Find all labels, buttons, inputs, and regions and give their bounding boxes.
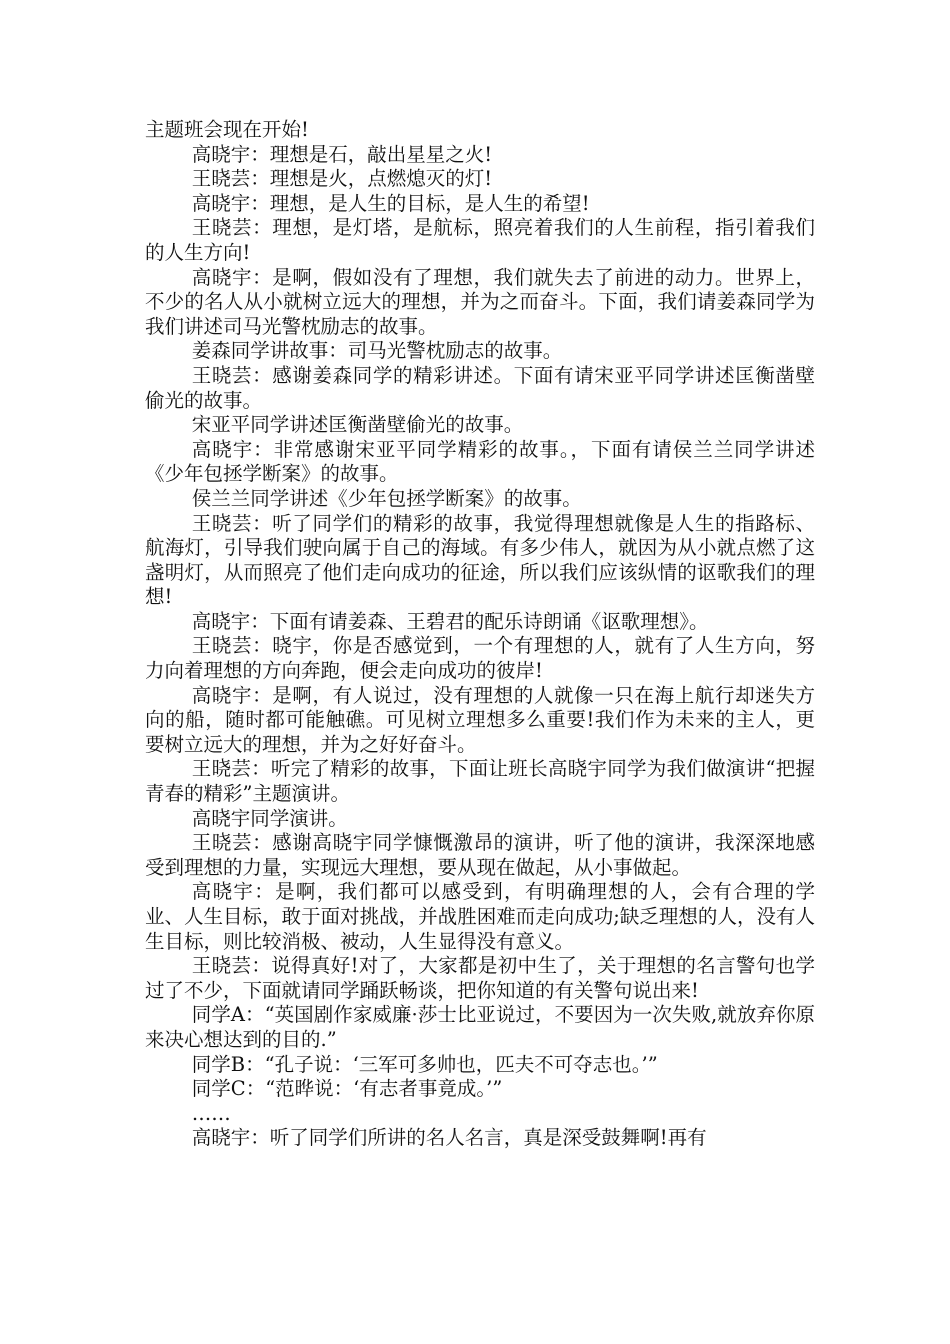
paragraph: 高晓宇：听了同学们所讲的名人名言，真是深受鼓舞啊!再有 <box>191 1126 707 1150</box>
paragraph: 姜森同学讲故事：司马光警枕励志的故事。 <box>191 339 563 363</box>
paragraph: 高晓宇：是啊，有人说过，没有理想的人就像一只在海上航行却迷失方向的船，随时都可能触礁。可见树立理想多么重要!我们作为未来的主人，更要树立远大的理想，并为之好好奋斗。 <box>145 683 815 756</box>
paragraph: 王晓芸：感谢姜森同学的精彩讲述。下面有请宋亚平同学讲述匡衡凿壁偷光的故事。 <box>145 363 815 412</box>
paragraph: 王晓芸：听完了精彩的故事，下面让班长高晓宇同学为我们做演讲“把握青春的精彩”主题演讲。 <box>145 757 815 806</box>
ellipsis-line: …… <box>191 1101 231 1125</box>
quote-paragraph: 同学C：“范晔说：‘有志者事竟成。’” <box>191 1077 503 1101</box>
paragraph: 高晓宇：是啊，我们都可以感受到，有明确理想的人，会有合理的学业、人生目标，敢于面对挑战，并战胜困难而走向成功;缺乏理想的人，没有人生目标，则比较消极、被动，人生显得没有意义。 <box>145 880 815 953</box>
paragraph: 王晓芸：晓宇，你是否感觉到，一个有理想的人，就有了人生方向，努力向着理想的方向奔跑，便会走向成功的彼岸! <box>145 634 815 683</box>
quote-paragraph: 同学A：“英国剧作家威廉·莎士比亚说过，不要因为一次失败,就放弃你原来决心想达到的目的.” <box>145 1003 815 1051</box>
paragraph: 高晓宇：是啊，假如没有了理想，我们就失去了前进的动力。世界上，不少的名人从小就树立远大的理想，并为之而奋斗。下面，我们请姜森同学为我们讲述司马光警枕励志的故事。 <box>145 265 815 338</box>
paragraph: 高晓宇：理想，是人生的目标，是人生的希望! <box>191 191 590 215</box>
paragraph: 王晓芸：感谢高晓宇同学慷慨激昂的演讲，听了他的演讲，我深深地感受到理想的力量，实现远大理想，要从现在做起，从小事做起。 <box>145 831 815 879</box>
paragraph: 王晓芸：听了同学们的精彩的故事，我觉得理想就像是人生的指路标、航海灯，引导我们驶向属于自己的海域。有多少伟人，就因为从小就点燃了这盏明灯，从而照亮了他们走向成功的征途，所以我们应该纵情的讴歌我们的理想! <box>145 511 815 609</box>
paragraph-opening: 主题班会现在开始! <box>145 118 309 141</box>
paragraph: 高晓宇：下面有请姜森、王碧君的配乐诗朗诵《讴歌理想》。 <box>191 609 709 633</box>
paragraph: 高晓宇：非常感谢宋亚平同学精彩的故事。，下面有请侯兰兰同学讲述《少年包拯学断案》的故事。 <box>145 437 815 486</box>
paragraph: 王晓芸：理想，是灯塔，是航标，照亮着我们的人生前程，指引着我们的人生方向! <box>145 216 815 264</box>
paragraph: 宋亚平同学讲述匡衡凿壁偷光的故事。 <box>191 413 524 437</box>
paragraph: 王晓芸：理想是火，点燃熄灭的灯! <box>191 167 493 191</box>
quote-paragraph: 同学B：“孔子说：‘三军可多帅也，匹夫不可夺志也。’” <box>191 1052 658 1076</box>
paragraph: 高晓宇同学演讲。 <box>191 806 348 830</box>
document-body <box>145 118 815 1151</box>
paragraph: 王晓芸：说得真好!对了，大家都是初中生了，关于理想的名言警句也学过了不少，下面就请同学踊跃畅谈，把你知道的有关警句说出来! <box>145 954 815 1002</box>
paragraph: 侯兰兰同学讲述《少年包拯学断案》的故事。 <box>191 486 582 510</box>
paragraph: 高晓宇：理想是石，敲出星星之火! <box>191 142 493 166</box>
